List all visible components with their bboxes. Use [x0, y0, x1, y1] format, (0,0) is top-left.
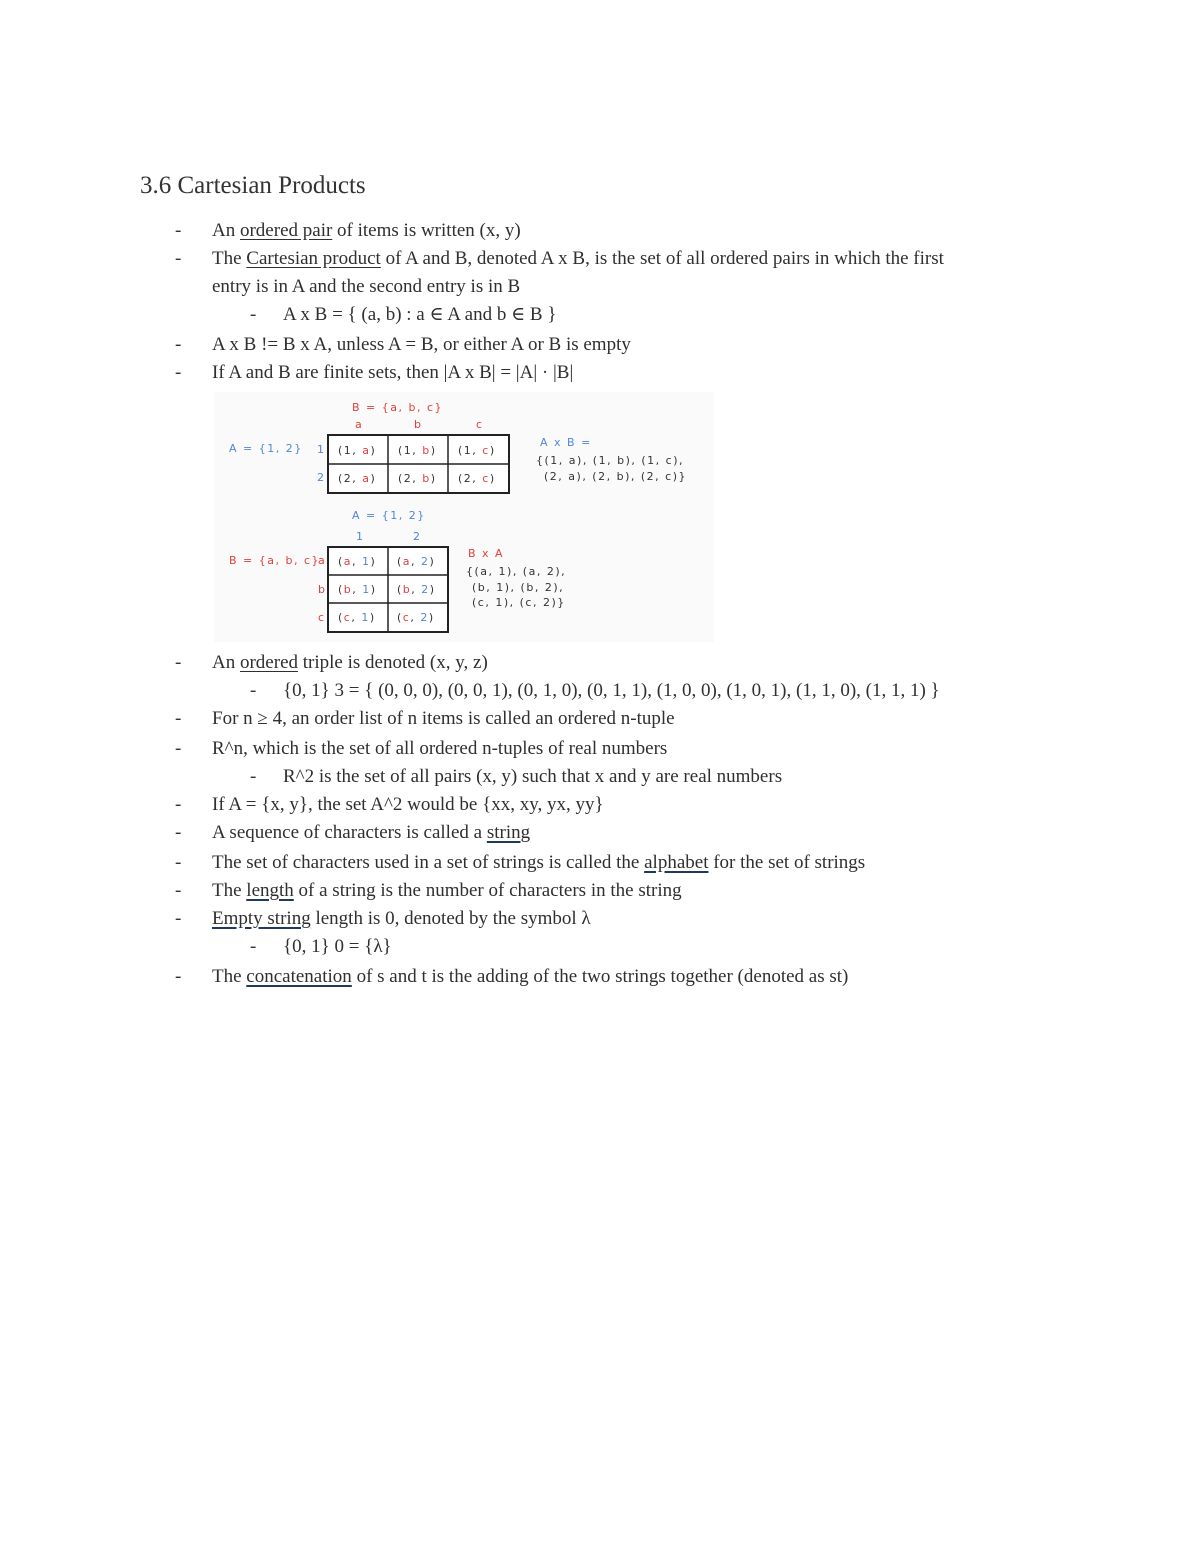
bullet-n-tuple: For n ≥ 4, an order list of n items is called an ordered n-tuple: [212, 708, 675, 729]
bullet-cartesian-product-cont: entry is in A and the second entry is in B: [212, 276, 521, 297]
fig-bottom-row-head: c: [318, 611, 326, 624]
fig-bottom-cell: (b, 2): [397, 583, 436, 596]
sub-bullet-dash: -: [250, 936, 257, 957]
fig-top-cell: (1, c): [458, 444, 496, 457]
fig-bottom-row-head: a: [318, 554, 327, 567]
sub-bullet-dash: -: [250, 766, 257, 787]
bullet-dash: -: [175, 362, 182, 383]
fig-bottom-result-line: (b, 1), (b, 2),: [472, 581, 565, 594]
sub-bullet-axb-definition: A x B = { (a, b) : a ∈ A and b ∈ B }: [283, 304, 557, 325]
sub-bullet-empty-set: {0, 1} 0 = {λ}: [283, 936, 392, 957]
bullet-dash: -: [175, 248, 182, 269]
fig-top-cell: (1, a): [338, 444, 377, 457]
fig-top-result-line: {(1, a), (1, b), (1, c),: [536, 454, 684, 467]
bullet-dash: -: [175, 852, 182, 873]
bullet-dash: -: [175, 908, 182, 929]
sub-bullet-r-2: R^2 is the set of all pairs (x, y) such that x and y are real numbers: [283, 766, 783, 787]
figure-canvas: [214, 392, 714, 642]
fig-bottom-cell: (a, 1): [338, 555, 377, 568]
fig-bottom-result-label: B x A: [468, 547, 505, 560]
bullet-r-n: R^n, which is the set of all ordered n-tuples of real numbers: [212, 738, 668, 759]
bullet-dash: -: [175, 738, 182, 759]
bullet-dash: -: [175, 220, 182, 241]
fig-top-cell: (2, b): [398, 472, 437, 485]
fig-top-col-head: b: [414, 418, 423, 431]
bullet-ordered-triple: An ordered triple is denoted (x, y, z): [212, 652, 488, 673]
fig-bottom-cell: (c, 2): [397, 611, 435, 624]
fig-bottom-a-set: A = {1, 2}: [352, 509, 426, 522]
bullet-dash: -: [175, 966, 182, 987]
fig-bottom-cell: (b, 1): [338, 583, 377, 596]
bullet-dash: -: [175, 880, 182, 901]
fig-top-col-head: c: [476, 418, 484, 431]
fig-bottom-row-head: b: [318, 583, 327, 596]
cartesian-product-figure: [214, 392, 714, 642]
bullet-not-commutative: A x B != B x A, unless A = B, or either A or B is empty: [212, 334, 631, 355]
fig-top-row-head: 1: [317, 443, 326, 456]
bullet-cardinality: If A and B are finite sets, then |A x B| = |A| · |B|: [212, 362, 574, 383]
bullet-cartesian-product: The Cartesian product of A and B, denoted A x B, is the set of all ordered pairs in which the first: [212, 248, 944, 269]
fig-top-row-head: 2: [317, 471, 326, 484]
fig-top-cell: (2, c): [458, 472, 496, 485]
fig-bottom-col-head: 1: [356, 530, 365, 543]
bullet-dash: -: [175, 822, 182, 843]
fig-top-cell: (2, a): [338, 472, 377, 485]
fig-top-col-head: a: [355, 418, 364, 431]
fig-bottom-cell: (c, 1): [338, 611, 376, 624]
fig-top-result-line: (2, a), (2, b), (2, c)}: [544, 470, 687, 483]
fig-top-result-label: A x B =: [540, 436, 592, 449]
bullet-dash: -: [175, 652, 182, 673]
bullet-a-squared: If A = {x, y}, the set A^2 would be {xx, xy, yx, yy}: [212, 794, 604, 815]
bullet-string: A sequence of characters is called a string: [212, 822, 531, 843]
bullet-dash: -: [175, 794, 182, 815]
sub-bullet-dash: -: [250, 304, 257, 325]
sub-bullet-triples-set: {0, 1} 3 = { (0, 0, 0), (0, 0, 1), (0, 1, 0), (0, 1, 1), (1, 0, 0), (1, 0, 1), (1, 1, 0), (1, 1, 1) }: [283, 680, 940, 701]
fig-bottom-result-line: {(a, 1), (a, 2),: [466, 565, 567, 578]
fig-top-cell: (1, b): [398, 444, 437, 457]
bullet-dash: -: [175, 334, 182, 355]
bullet-length: The length of a string is the number of characters in the string: [212, 880, 682, 901]
bullet-dash: -: [175, 708, 182, 729]
fig-bottom-result-line: (c, 1), (c, 2)}: [472, 596, 566, 609]
sub-bullet-dash: -: [250, 680, 257, 701]
bullet-concatenation: The concatenation of s and t is the adding of the two strings together (denoted as st): [212, 966, 849, 987]
bullet-alphabet: The set of characters used in a set of strings is called the alphabet for the set of strings: [212, 852, 866, 873]
fig-bottom-b-set: B = {a, b, c}: [229, 554, 321, 567]
section-title: 3.6 Cartesian Products: [140, 172, 366, 199]
bullet-empty-string: Empty string length is 0, denoted by the symbol λ: [212, 908, 591, 929]
fig-top-a-set: A = {1, 2}: [229, 442, 303, 455]
bullet-ordered-pair: An ordered pair of items is written (x, y): [212, 220, 521, 241]
fig-top-b-set: B = {a, b, c}: [352, 401, 444, 414]
fig-bottom-cell: (a, 2): [397, 555, 436, 568]
fig-bottom-col-head: 2: [413, 530, 422, 543]
